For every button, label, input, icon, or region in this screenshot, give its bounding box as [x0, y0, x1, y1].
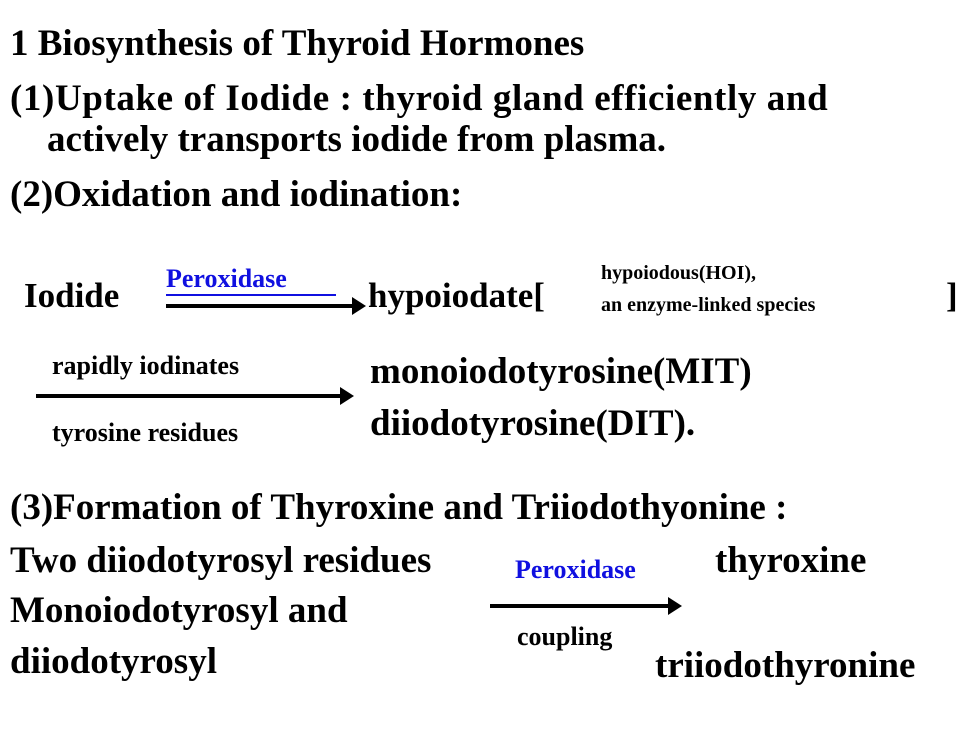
- reaction2-arrow: [36, 394, 342, 398]
- reaction1-arrow: [166, 304, 354, 308]
- reaction2-product2: diiodotyrosine(DIT).: [370, 403, 696, 444]
- reaction1-note-line1: hypoiodous(HOI),: [601, 262, 757, 284]
- step3-heading: (3)Formation of Thyroxine and Triiodothyonine :: [10, 487, 788, 528]
- step1-line2: actively transports iodide from plasma.: [47, 119, 667, 160]
- step3-product1: thyroxine: [715, 540, 867, 581]
- step1-line1: (1)Uptake of Iodide : thyroid gland efficiently and: [10, 78, 829, 119]
- step3-reactant1: Two diiodotyrosyl residues: [10, 540, 432, 581]
- reaction1-product: hypoiodate[: [368, 276, 545, 315]
- step2-heading: (2)Oxidation and iodination:: [10, 174, 463, 215]
- step3-product2: triiodothyronine: [655, 645, 916, 686]
- step3-reactant2-line2: diiodotyrosyl: [10, 641, 217, 682]
- reaction2-above-arrow: rapidly iodinates: [52, 351, 240, 380]
- reaction1-close-bracket: ]: [946, 276, 958, 315]
- step3-arrow: [490, 604, 670, 608]
- step3-enzyme: Peroxidase: [515, 555, 636, 584]
- section-title: 1 Biosynthesis of Thyroid Hormones: [10, 23, 585, 64]
- enzyme-underline: [166, 294, 336, 296]
- reaction1-enzyme: Peroxidase: [166, 264, 287, 293]
- step3-reactant2-line1: Monoiodotyrosyl and: [10, 590, 348, 631]
- reaction2-product1: monoiodotyrosine(MIT): [370, 351, 752, 392]
- reaction2-below-arrow: tyrosine residues: [52, 418, 239, 447]
- reaction1-note-line2: an enzyme-linked species: [601, 294, 816, 316]
- reaction1-substrate: Iodide: [24, 276, 120, 315]
- step3-below-arrow: coupling: [517, 622, 613, 651]
